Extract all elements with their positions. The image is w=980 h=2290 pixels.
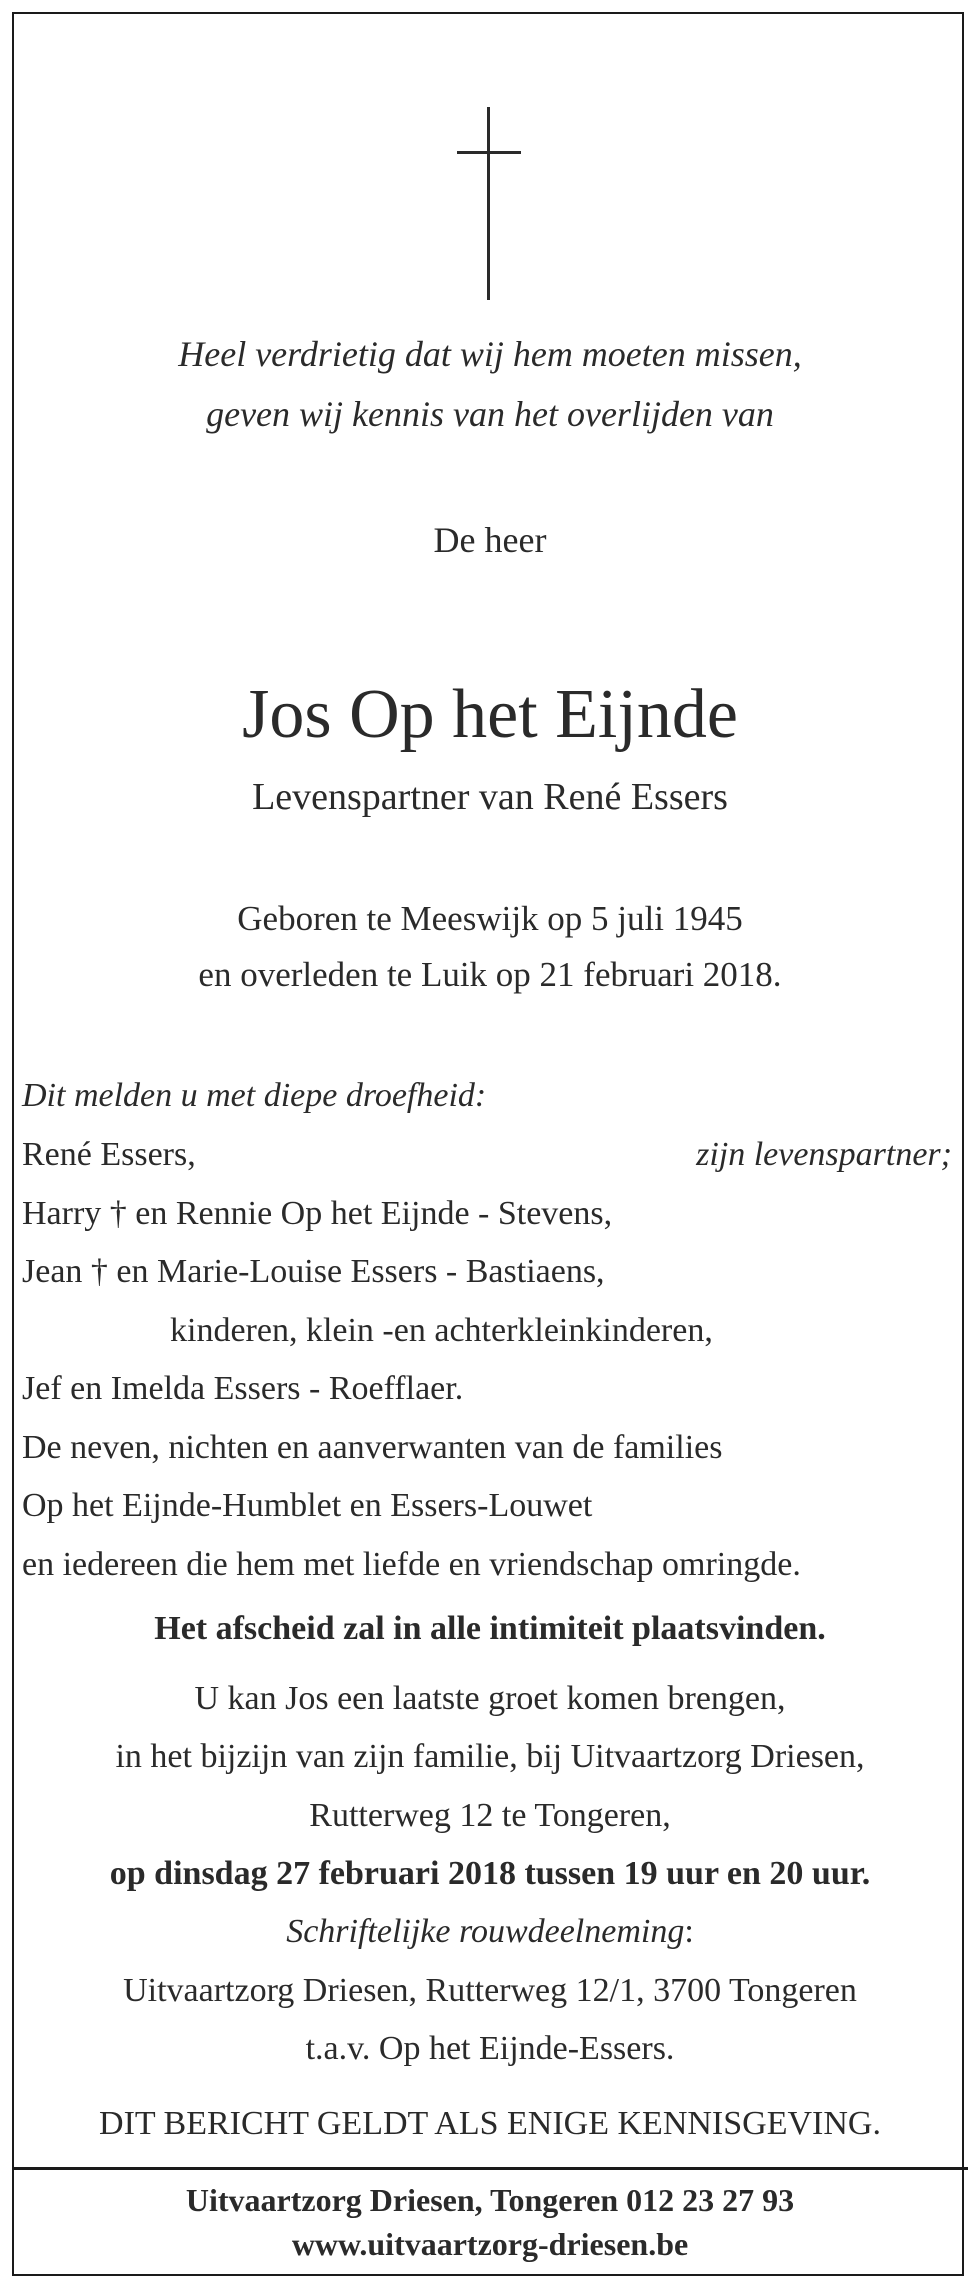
family-line-harry: Harry † en Rennie Op het Eijnde - Stevens, <box>22 1195 613 1232</box>
family-partner-role: zijn levenspartner; <box>696 1136 952 1173</box>
family-line-families: Op het Eijnde-Humblet en Essers-Louwet <box>22 1487 593 1524</box>
visit-line-2: in het bijzijn van zijn familie, bij Uitvaartzorg Driesen, <box>115 1738 865 1775</box>
family-line-cousins: De neven, nichten en aanverwanten van de families <box>22 1429 723 1466</box>
intro-line-1: Heel verdrietig dat wij hem moeten missen, <box>178 334 802 374</box>
footer-website[interactable]: www.uitvaartzorg-driesen.be <box>291 2226 689 2262</box>
born-line: Geboren te Meeswijk op 5 juli 1945 <box>237 899 743 938</box>
footer-company-phone: Uitvaartzorg Driesen, Tongeren 012 23 27 93 <box>185 2182 795 2218</box>
condolence-colon: : <box>684 1913 694 1950</box>
announce-header: Dit melden u met diepe droefheid: <box>22 1077 487 1114</box>
footer-divider <box>12 2167 968 2170</box>
condolence-attn: t.a.v. Op het Eijnde-Essers. <box>305 2030 675 2067</box>
intro-line-2: geven wij kennis van het overlijden van <box>206 394 774 434</box>
cross-horizontal-bar <box>457 151 521 154</box>
family-line-jef: Jef en Imelda Essers - Roefflaer. <box>22 1370 464 1407</box>
family-line-children: kinderen, klein -en achterkleinkinderen, <box>170 1312 713 1349</box>
condolence-label-text: Schriftelijke rouwdeelneming <box>286 1913 685 1950</box>
partner-line: Levenspartner van René Essers <box>252 776 728 818</box>
family-line-jean: Jean † en Marie-Louise Essers - Bastiaens, <box>22 1253 605 1290</box>
family-line-everyone: en iedereen die hem met liefde en vriendschap omringde. <box>22 1546 801 1583</box>
honorific: De heer <box>433 520 547 560</box>
visit-date-time: op dinsdag 27 februari 2018 tussen 19 uur en 20 uur. <box>109 1855 871 1892</box>
visit-line-3: Rutterweg 12 te Tongeren, <box>309 1797 671 1834</box>
family-partner-name: René Essers, <box>22 1136 196 1173</box>
died-line: en overleden te Luik op 21 februari 2018. <box>198 955 782 994</box>
deceased-name: Jos Op het Eijnde <box>242 676 738 753</box>
cross-vertical-bar <box>487 107 490 300</box>
farewell-statement: Het afscheid zal in alle intimiteit plaatsvinden. <box>154 1610 826 1647</box>
visit-line-1: U kan Jos een laatste groet komen brengen, <box>194 1680 786 1717</box>
notice-statement: DIT BERICHT GELDT ALS ENIGE KENNISGEVING. <box>99 2105 881 2142</box>
condolence-address: Uitvaartzorg Driesen, Rutterweg 12/1, 3700 Tongeren <box>123 1972 857 2009</box>
condolence-label <box>0 1913 980 1951</box>
